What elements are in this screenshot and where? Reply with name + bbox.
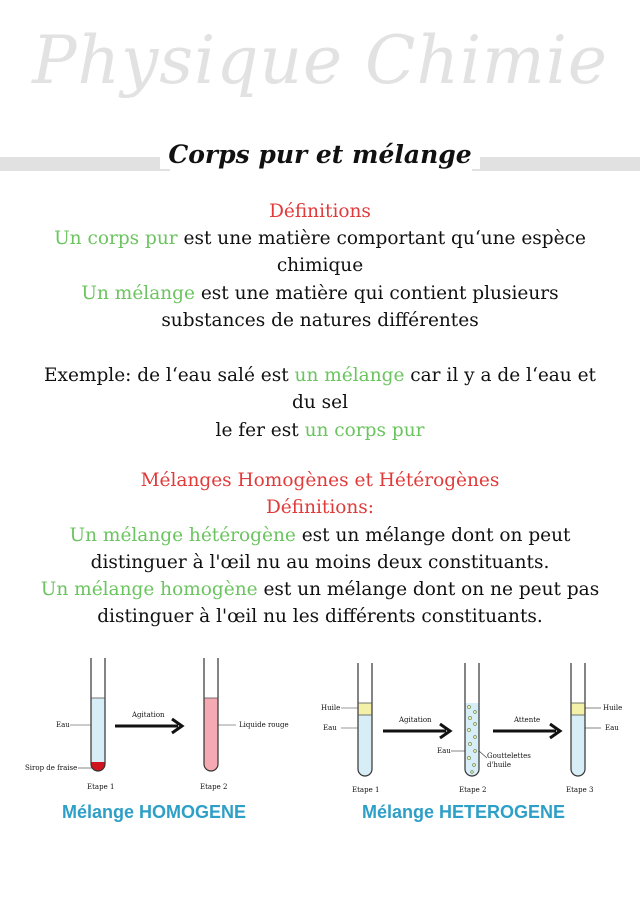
step-2-label: Etape 2 <box>459 786 487 794</box>
definition-corps-pur: Un corps pur est une matière comportant qu‘une espèce <box>54 228 586 249</box>
diagram-homogene <box>20 650 310 800</box>
example2-line: le fer est un corps pur <box>215 420 425 441</box>
label-eau: Eau <box>56 721 70 729</box>
term-heterogene: Un mélange hétérogène <box>69 525 296 546</box>
arrow-label-agitation: Agitation <box>399 716 432 724</box>
label-huile: Huile <box>321 704 341 712</box>
section2-heading: Mélanges Homogènes et Hétérogènes <box>140 470 500 491</box>
term-example-melange: un mélange <box>294 365 405 386</box>
caption-heterogene: Mélange HETEROGENE <box>362 802 566 822</box>
step-1-label: Etape 1 <box>87 783 115 791</box>
tube-1-water <box>91 698 105 762</box>
label-eau-mid: Eau <box>437 747 451 755</box>
term-example-corps-pur: un corps pur <box>304 420 425 441</box>
label-huile-right: Huile <box>603 704 623 712</box>
tube-3-oil <box>571 703 585 715</box>
step-2-label: Etape 2 <box>200 783 228 791</box>
definition-corps-pur-line2: chimique <box>276 255 364 276</box>
definition-melange: Un mélange est une matière qui contient plusieurs <box>81 283 559 304</box>
label-eau: Eau <box>323 724 337 732</box>
arrow-label-attente: Attente <box>514 716 541 724</box>
section2-subheading: Définitions: <box>265 497 375 518</box>
example-line: Exemple: de l‘eau salé est un mélange car il y a de l‘eau et <box>44 365 596 386</box>
term-corps-pur: Un corps pur <box>54 228 178 249</box>
term-homogene: Un mélange homogène <box>40 579 258 600</box>
arrow-label-agitation: Agitation <box>132 711 165 719</box>
label-liquide-rouge: Liquide rouge <box>239 721 289 729</box>
page-title: Physique Chimie <box>32 22 608 99</box>
tube-2-liquid <box>204 698 218 764</box>
definition-heterogene-line2: distinguer à l'œil nu au moins deux constituants. <box>90 552 550 573</box>
caption-homogene: Mélange HOMOGENE <box>62 802 247 822</box>
definition-homogene: Un mélange homogène est un mélange dont on ne peut pas <box>40 579 600 600</box>
label-eau-right: Eau <box>605 724 619 732</box>
step-3-label: Etape 3 <box>566 786 594 794</box>
diagram-heterogene <box>315 655 635 800</box>
tube-3-water <box>571 715 585 769</box>
label-gouttelettes: Gouttelettes <box>487 752 531 760</box>
term-melange: Un mélange <box>81 283 195 304</box>
definition-melange-line2: substances de natures différentes <box>161 310 479 331</box>
label-sirop: Sirop de fraise <box>25 764 78 772</box>
definition-homogene-line2: distinguer à l'œil nu les différents constituants. <box>97 606 543 627</box>
definition-heterogene: Un mélange hétérogène est un mélange dont on peut <box>69 525 571 546</box>
tube-1-water <box>358 715 372 769</box>
definitions-heading: Définitions <box>269 201 371 222</box>
label-gouttelettes-line2: d'huile <box>487 761 512 769</box>
tube-1-oil <box>358 703 372 715</box>
tube-2-water <box>465 703 479 769</box>
subtitle: Corps pur et mélange <box>0 140 640 169</box>
example-line2: du sel <box>292 392 348 413</box>
step-1-label: Etape 1 <box>352 786 380 794</box>
